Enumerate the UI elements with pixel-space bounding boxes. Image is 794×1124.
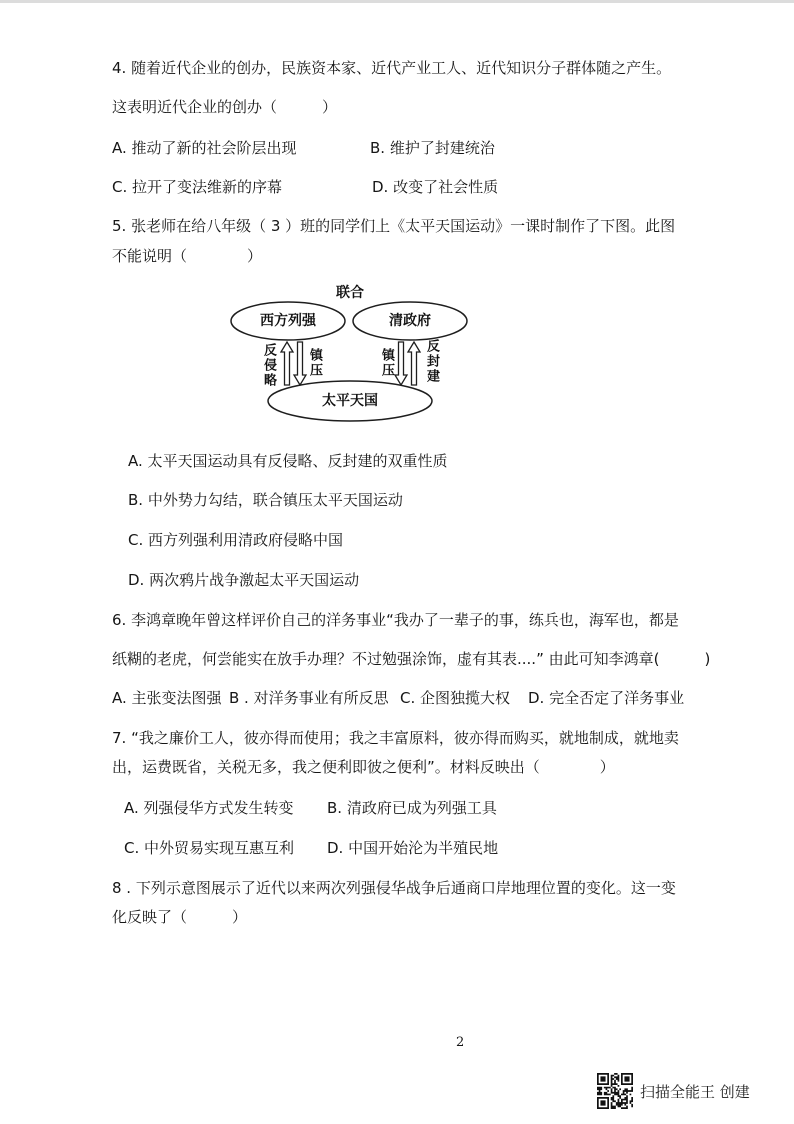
scan-top-edge xyxy=(0,0,794,3)
left-down-label: 镇压 xyxy=(307,348,322,378)
q5-stem-line2: 不能说明（ ） xyxy=(112,247,263,265)
right-up-arrow-icon xyxy=(408,342,420,385)
q8-stem-line2: 化反映了（ ） xyxy=(112,908,248,926)
q6-option-c: C. 企图独揽大权 xyxy=(400,689,511,707)
q4-option-a: A. 推动了新的社会阶层出现 xyxy=(112,139,297,157)
right-down-label: 镇压 xyxy=(379,348,394,378)
diagram-top-label: 联合 xyxy=(336,285,364,301)
q4-option-b: B. 维护了封建统治 xyxy=(370,139,495,157)
q5-option-a: A. 太平天国运动具有反侵略、反封建的双重性质 xyxy=(128,452,448,470)
q6-stem-line2: 纸糊的老虎，何尝能实在放手办理？不过勉强涂饰，虚有其表....” 由此可知李鸿章( ) xyxy=(112,650,711,668)
qr-code-icon xyxy=(597,1073,633,1109)
q6-stem-line1: 6. 李鸿章晚年曾这样评价自己的洋务事业“我办了一辈子的事，练兵也，海军也，都是 xyxy=(112,611,679,629)
q5-stem-line1: 5. 张老师在给八年级（ 3 ）班的同学们上《太平天国运动》一课时制作了下图。此图 xyxy=(112,217,676,235)
q7-stem-line1: 7. “我之廉价工人，彼亦得而使用；我之丰富原料，彼亦得而购买，就地制成，就地卖 xyxy=(112,729,679,747)
q5-option-d: D. 两次鸦片战争激起太平天国运动 xyxy=(128,571,360,589)
q6-option-b: B . 对洋务事业有所反思 xyxy=(229,689,389,707)
left-up-label: 反侵略 xyxy=(261,343,276,388)
q4-stem-line2: 这表明近代企业的创办（ ） xyxy=(112,98,338,116)
scanner-watermark: 扫描全能王 创建 xyxy=(640,1083,750,1101)
right-up-label: 反封建 xyxy=(424,339,439,384)
q4-stem-line1: 4. 随着近代企业的创办，民族资本家、近代产业工人、近代知识分子群体随之产生。 xyxy=(112,59,672,77)
qing-government-label: 清政府 xyxy=(389,313,431,329)
q7-option-d: D. 中国开始沦为半殖民地 xyxy=(327,839,499,857)
q7-option-a: A. 列强侵华方式发生转变 xyxy=(124,799,294,817)
q4-option-c: C. 拉开了变法维新的序幕 xyxy=(112,178,283,196)
taiping-label: 太平天国 xyxy=(322,393,378,409)
western-powers-label: 西方列强 xyxy=(260,313,316,329)
q8-stem-line1: 8 . 下列示意图展示了近代以来两次列强侵华战争后通商口岸地理位置的变化。这一变 xyxy=(112,879,676,897)
right-down-arrow-icon xyxy=(395,342,407,385)
taiping-relations-diagram xyxy=(225,282,475,427)
q4-option-d: D. 改变了社会性质 xyxy=(372,178,499,196)
q7-option-c: C. 中外贸易实现互惠互利 xyxy=(124,839,295,857)
q7-stem-line2: 出，运费既省，关税无多，我之便利即彼之便利”。材料反映出（ ） xyxy=(112,758,615,776)
left-up-arrow-icon xyxy=(281,342,293,385)
q5-option-c: C. 西方列强利用清政府侵略中国 xyxy=(128,531,344,549)
left-down-arrow-icon xyxy=(294,342,306,385)
q6-option-a: A. 主张变法图强 xyxy=(112,689,222,707)
q7-option-b: B. 清政府已成为列强工具 xyxy=(327,799,497,817)
q6-option-d: D. 完全否定了洋务事业 xyxy=(528,689,685,707)
q5-option-b: B. 中外势力勾结，联合镇压太平天国运动 xyxy=(128,491,403,509)
page-number: 2 xyxy=(456,1035,465,1050)
